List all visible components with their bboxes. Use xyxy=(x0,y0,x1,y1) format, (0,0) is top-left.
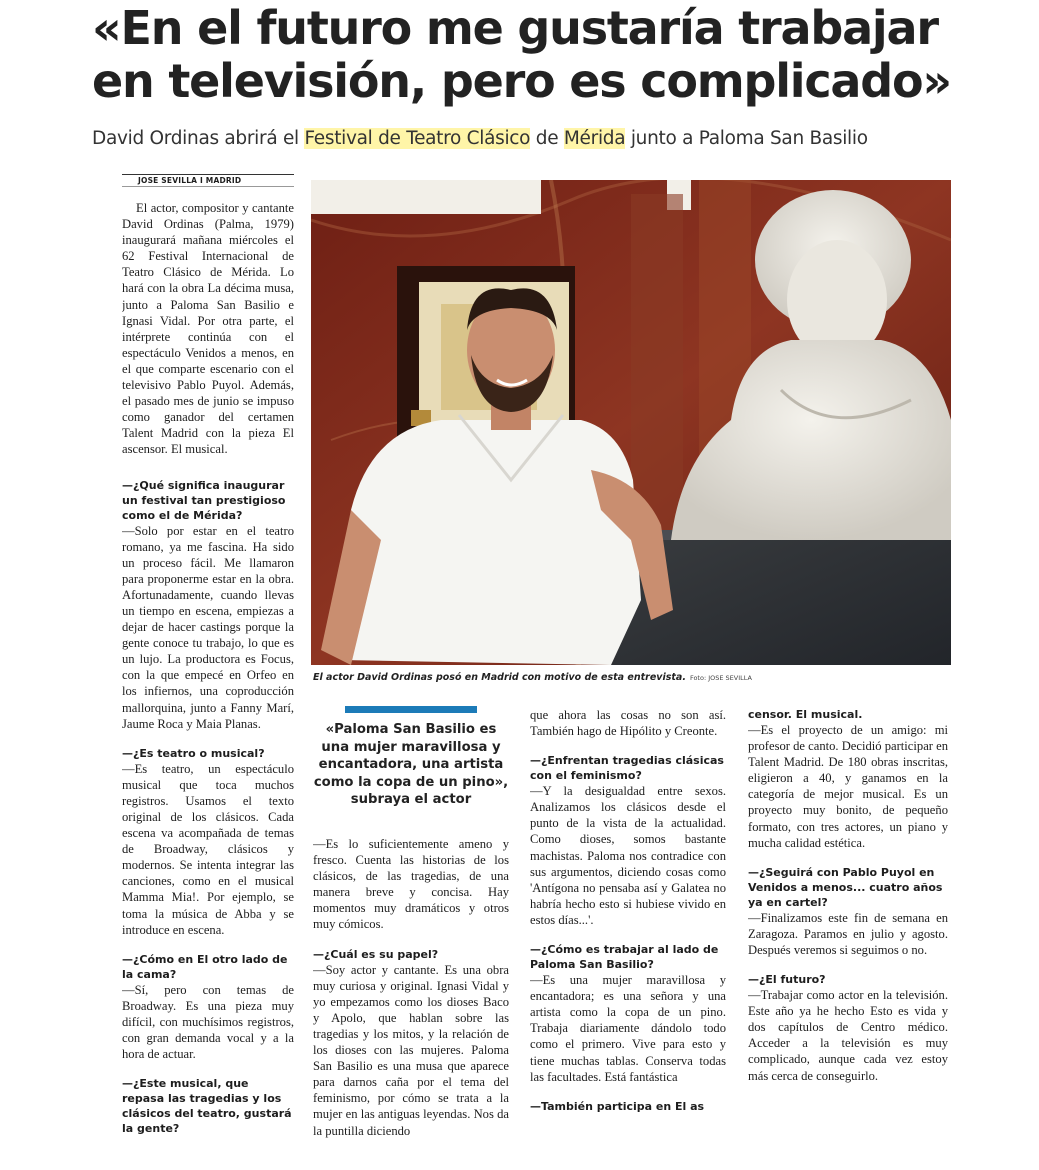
subhead-before: David Ordinas abrirá el xyxy=(92,128,305,149)
answer-1: —Solo por estar en el teatro romano, ya me fascina. Ha sido un proceso fácil. Me llamaron para proponerme estar en la obra. Afortunadamente, cuando llevas un tiempo en escena, empiezas a dejar de hacer castings porque la gente conoce tu trabajo, lo que es un lujo. La productora es Focus, con la que empecé en Orfeo en los infiernos, una coproducción mallorquina, junto a Fanny Marí, Jaume Roca y Maia Planas. xyxy=(122,523,294,731)
subhead-mid: de xyxy=(530,128,564,149)
question-7: —¿Cómo es trabajar al lado de Paloma San Basilio? xyxy=(530,943,719,972)
answer-5: —Soy actor y cantante. Es una obra muy curiosa y original. Ignasi Vidal y yo empezamos como los dioses Baco y Apolo, que hablan sobre las tragedias y los mitos, y la relación de los dioses con las mujeres. Paloma San Basilio es una musa que aparece para darnos caña por el tema del feminismo, por cómo se trata a la mujer en las antiguas leyendas. Nos da la puntilla diciendo xyxy=(313,962,509,1138)
answer-4: —Es lo suficientemente ameno y fresco. Cuenta las historias de los clásicos, de las tragedias, de una manera breve y concisa. Hay momentos muy dramáticos y otros muy cómicos. xyxy=(313,837,509,932)
pullquote-text: «Paloma San Basilio es una mujer maravillosa y encantadora, una artista como la copa de un pino», subraya el actor xyxy=(313,722,509,807)
question-2: —¿Es teatro o musical? xyxy=(122,746,265,760)
question-3: —¿Cómo en El otro lado de la cama? xyxy=(122,952,288,981)
question-4: —¿Este musical, que repasa las tragedias y los clásicos del teatro, gustará la gente? xyxy=(122,1077,292,1136)
pull-quote xyxy=(313,706,509,809)
column-4 xyxy=(748,707,948,1170)
pullquote-bar xyxy=(345,706,477,713)
article-photo xyxy=(311,180,951,665)
question-5: —¿Cuál es su papel? xyxy=(313,947,439,961)
subhead-festival: Festival de Teatro Clásico xyxy=(304,128,531,149)
answer-5-continued: que ahora las cosas no son así. También hago de Hipólito y Creonte. xyxy=(530,708,726,739)
answer-10: —Trabajar como actor en la televisión. Este año ya he hecho Esto es vida y dos capítulos de Centro médico. Acceder a la televisión es muy complicado, aunque cada vez estoy más cerca de conseguirlo. xyxy=(748,988,948,1083)
column-2 xyxy=(313,836,509,1170)
question-6: —¿Enfrentan tragedias clásicas con el feminismo? xyxy=(530,754,724,783)
photo-caption xyxy=(313,672,953,683)
answer-6: —Y la desigualdad entre sexos. Analizamos los clásicos desde el punto de la vista de la actualidad. Como dioses, somos bastante machistas. Paloma nos contradice con sus argumentos, diciendo cosas como 'Antígona no pensaba así y Galatea no habría hecho esto si hubiese vivido en estos días...'. xyxy=(530,784,726,927)
subhead-city: Mérida xyxy=(563,128,626,149)
photo-illustration xyxy=(311,180,951,665)
column-3 xyxy=(530,707,726,1170)
answer-2: —Es teatro, un espectáculo musical que toca muchos registros. Usamos el texto original de los clásicos. Cada escena va acompañada de temas de Broadway, clásicos y modernos. Se intenta integrar las canciones, como en el musical Mamma Mia!. Por ejemplo, se toma la música de Abba y se introduce en escena. xyxy=(122,761,294,937)
headline-line-2: en televisión, pero es complicado» xyxy=(92,54,951,108)
caption-text: El actor David Ordinas posó en Madrid con motivo de esta entrevista. xyxy=(313,672,686,683)
headline xyxy=(92,2,992,108)
answer-9: —Finalizamos este fin de semana en Zaragoza. Paramos en julio y agosto. Después veremos si seguimos o no. xyxy=(748,910,948,957)
question-10: —¿El futuro? xyxy=(748,973,826,987)
caption-credit: Foto: JOSE SEVILLA xyxy=(689,674,752,682)
subheadline xyxy=(92,128,992,149)
answer-8: —Es el proyecto de un amigo: mi profesor de canto. Decidió participar en Talent Madrid. De 180 obras inscritas, eligieron a 40, y ganamos en la categoría de mejor musical. Es un proyecto muy bonito, de pequeño formato, con tres actores, un piano y mucha calidad estética. xyxy=(748,723,948,850)
question-1: —¿Qué significa inaugurar un festival tan prestigioso como el de Mérida? xyxy=(122,478,286,522)
byline: JOSE SEVILLA I MADRID xyxy=(122,174,294,187)
answer-7: —Es una mujer maravillosa y encantadora; es una señora y una artista como la copa de un pino. Trabaja diariamente dándolo todo como el primero. Vive para esto y tiene muchas tablas. Conserva todas las facultades. Está fantástica xyxy=(530,973,726,1084)
question-9: —¿Seguirá con Pablo Puyol en Venidos a menos... cuatro años ya en cartel? xyxy=(748,865,943,909)
question-8-continued: censor. El musical. xyxy=(748,708,863,721)
answer-3: —Sí, pero con temas de Broadway. Es una pieza muy difícil, con muchísimos registros, con gran demanda vocal y a la hora de actuar. xyxy=(122,982,294,1062)
intro-paragraph: El actor, compositor y cantante David Ordinas (Palma, 1979) inaugurará mañana miércoles el 62 Festival Internacional de Teatro Clásico de Mérida. Lo hará con la obra La décima musa, junto a Paloma San Basilio e Ignasi Vidal. Por otra parte, el intérprete continúa con el espectáculo Venidos a menos, en el que comparte escenario con el televisivo Pablo Puyol. Además, el pasado mes de junio se impuso como ganador del certamen Talent Madrid con la pieza El ascensor. El musical. xyxy=(122,201,294,457)
question-8: —También participa en El as xyxy=(530,1099,705,1113)
subhead-after: junto a Paloma San Basilio xyxy=(625,128,868,149)
column-1 xyxy=(122,200,294,1170)
headline-line-1: «En el futuro me gustaría trabajar xyxy=(92,1,938,55)
